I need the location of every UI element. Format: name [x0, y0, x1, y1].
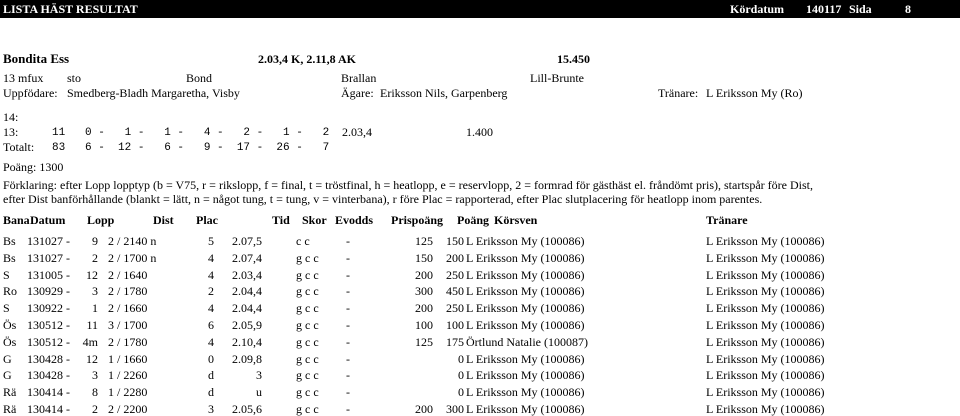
cell-plac: 4 — [208, 335, 214, 349]
cell-evodds: - — [346, 385, 350, 399]
cell-tranare: L Eriksson My (100086) — [706, 335, 825, 349]
cell-lopp: 1 — [92, 301, 98, 315]
cell-prispoang: 200 — [415, 268, 433, 282]
cell-prispoang: 125 — [415, 335, 433, 349]
cell-evodds: - — [346, 318, 350, 332]
legend-line-1: Förklaring: efter Lopp lopptyp (b = V75, r = rikslopp, f = final, t = tröstfinal, h = heatlopp, e = reservlopp, 2 = formrad för gästhäst el. fråndömt pris), startspår före Dist, — [3, 178, 813, 192]
cell-datum: 130414 - — [27, 402, 70, 416]
cell-korsven: L Eriksson My (100086) — [466, 268, 585, 282]
cell-bana: Bs — [3, 251, 16, 265]
cell-datum: 131027 - — [27, 234, 70, 248]
cell-lopp: 9 — [92, 234, 98, 248]
cell-korsven: L Eriksson My (100086) — [466, 385, 585, 399]
cell-tid: u — [256, 385, 262, 399]
horse-records: 2.03,4 K, 2.11,8 AK — [258, 52, 357, 66]
cell-poang: 300 — [446, 402, 464, 416]
cell-korsven: L Eriksson My (100086) — [466, 234, 585, 248]
owner-label: Ägare: — [341, 86, 374, 100]
cell-korsven: L Eriksson My (100086) — [466, 301, 585, 315]
owner: Eriksson Nils, Garpenberg — [380, 86, 508, 100]
cell-korsven: L Eriksson My (100086) — [466, 402, 585, 416]
cell-evodds: - — [346, 301, 350, 315]
cell-prispoang: 200 — [415, 301, 433, 315]
cell-bana: G — [3, 368, 12, 382]
cell-tranare: L Eriksson My (100086) — [706, 251, 825, 265]
y13-earnings: 1.400 — [466, 125, 493, 139]
cell-bana: Rä — [3, 385, 17, 399]
cell-poang: 0 — [458, 352, 464, 366]
col-skor: Skor — [302, 213, 327, 227]
y13-values: 11 0 - 1 - 1 - 4 - 2 - 1 - 2 — [52, 127, 330, 139]
cell-lopp: 12 — [86, 352, 98, 366]
cell-lopp: 8 — [92, 385, 98, 399]
sida-value: 8 — [905, 2, 911, 16]
horse-dam-sire: Lill-Brunte — [530, 71, 584, 85]
cell-bana: Rä — [3, 402, 17, 416]
cell-plac: d — [208, 385, 214, 399]
cell-dist: 2 / 1700 n — [108, 251, 157, 265]
cell-datum: 130929 - — [27, 284, 70, 298]
cell-plac: 6 — [208, 318, 214, 332]
cell-dist: 2 / 2200 — [108, 402, 148, 416]
cell-tid: 2.03,4 — [232, 268, 262, 282]
cell-dist: 1 / 2260 — [108, 368, 148, 382]
cell-datum: 130512 - — [27, 335, 70, 349]
cell-tid: 2.04,4 — [232, 284, 262, 298]
cell-plac: 4 — [208, 251, 214, 265]
cell-prispoang: 300 — [415, 284, 433, 298]
horse-color: sto — [67, 71, 82, 85]
cell-lopp: 2 — [92, 402, 98, 416]
cell-tranare: L Eriksson My (100086) — [706, 368, 825, 382]
cell-skor: g c c — [296, 335, 319, 349]
cell-poang: 100 — [446, 318, 464, 332]
kordatum-value: 140117 — [806, 2, 842, 16]
cell-skor: g c c — [296, 368, 319, 382]
cell-poang: 200 — [446, 251, 464, 265]
col-evodds: Evodds — [335, 213, 374, 227]
cell-prispoang: 125 — [415, 234, 433, 248]
cell-tid: 2.04,4 — [232, 301, 262, 315]
col-prispoang: Prispoäng — [391, 213, 444, 227]
cell-skor: c c — [296, 234, 310, 248]
col-poang: Poäng — [457, 213, 490, 227]
y14-label: 14: — [3, 110, 19, 124]
cell-poang: 175 — [446, 335, 464, 349]
cell-tranare: L Eriksson My (100086) — [706, 402, 825, 416]
cell-datum: 131027 - — [27, 251, 70, 265]
cell-poang: 250 — [446, 268, 464, 282]
col-plac: Plac — [196, 213, 218, 227]
cell-skor: g c c — [296, 301, 319, 315]
cell-poang: 250 — [446, 301, 464, 315]
cell-skor: g c c — [296, 284, 319, 298]
trainer: L Eriksson My (Ro) — [706, 86, 803, 100]
col-tid: Tid — [272, 213, 290, 227]
cell-poang: 0 — [458, 385, 464, 399]
cell-skor: g c c — [296, 251, 319, 265]
cell-lopp: 11 — [86, 318, 98, 332]
cell-poang: 0 — [458, 368, 464, 382]
cell-prispoang: 100 — [415, 318, 433, 332]
cell-tid: 2.05,6 — [232, 402, 262, 416]
cell-tranare: L Eriksson My (100086) — [706, 385, 825, 399]
cell-tranare: L Eriksson My (100086) — [706, 352, 825, 366]
cell-tid: 3 — [256, 368, 262, 382]
cell-tranare: L Eriksson My (100086) — [706, 318, 825, 332]
trainer-label: Tränare: — [658, 86, 699, 100]
cell-evodds: - — [346, 368, 350, 382]
cell-dist: 2 / 1660 — [108, 301, 148, 315]
cell-korsven: L Eriksson My (100086) — [466, 251, 585, 265]
col-lopp: Lopp — [87, 213, 115, 227]
kordatum-label: Kördatum — [730, 2, 784, 16]
cell-tid: 2.07,5 — [232, 234, 262, 248]
cell-datum: 131005 - — [27, 268, 70, 282]
cell-dist: 1 / 1660 — [108, 352, 148, 366]
cell-dist: 2 / 1780 — [108, 335, 148, 349]
cell-plac: 5 — [208, 234, 214, 248]
cell-evodds: - — [346, 284, 350, 298]
cell-korsven: Örtlund Natalie (100087) — [466, 335, 588, 349]
cell-skor: g c c — [296, 318, 319, 332]
col-dist: Dist — [153, 213, 174, 227]
cell-dist: 2 / 1640 — [108, 268, 148, 282]
cell-skor: g c c — [296, 402, 319, 416]
cell-evodds: - — [346, 268, 350, 282]
report-title: LISTA HÄST RESULTAT — [3, 2, 138, 16]
cell-lopp: 2 — [92, 251, 98, 265]
col-korsven: Körsven — [494, 213, 538, 227]
cell-evodds: - — [346, 335, 350, 349]
cell-datum: 130428 - — [27, 352, 70, 366]
cell-bana: Bs — [3, 234, 16, 248]
cell-tranare: L Eriksson My (100086) — [706, 301, 825, 315]
breeder-label: Uppfödare: — [3, 86, 58, 100]
cell-lopp: 12 — [86, 268, 98, 282]
cell-tranare: L Eriksson My (100086) — [706, 284, 825, 298]
cell-tranare: L Eriksson My (100086) — [706, 268, 825, 282]
y13-label: 13: — [3, 125, 19, 139]
cell-bana: Ös — [3, 318, 17, 332]
horse-age-sex: 13 mfux — [3, 71, 44, 85]
cell-plac: 2 — [208, 284, 214, 298]
cell-plac: 4 — [208, 301, 214, 315]
horse-name: Bondita Ess — [3, 51, 70, 66]
cell-evodds: - — [346, 234, 350, 248]
horse-earnings: 15.450 — [557, 52, 590, 66]
cell-prispoang: 150 — [415, 251, 433, 265]
cell-poang: 150 — [446, 234, 464, 248]
cell-dist: 2 / 2140 n — [108, 234, 157, 248]
col-bana: Bana — [3, 213, 30, 227]
horse-dam: Brallan — [341, 71, 377, 85]
cell-korsven: L Eriksson My (100086) — [466, 284, 585, 298]
cell-plac: 3 — [208, 402, 214, 416]
cell-bana: S — [3, 268, 10, 282]
sida-label: Sida — [849, 2, 872, 16]
cell-tranare: L Eriksson My (100086) — [706, 234, 825, 248]
top-bar — [0, 0, 960, 18]
cell-skor: g c c — [296, 268, 319, 282]
cell-korsven: L Eriksson My (100086) — [466, 368, 585, 382]
cell-tid: 2.05,9 — [232, 318, 262, 332]
cell-plac: 4 — [208, 268, 214, 282]
cell-bana: S — [3, 301, 10, 315]
cell-plac: d — [208, 368, 214, 382]
col-tranare: Tränare — [706, 213, 748, 227]
cell-prispoang: 200 — [415, 402, 433, 416]
cell-lopp: 3 — [92, 284, 98, 298]
col-datum: Datum — [30, 213, 66, 227]
points-line: Poäng: 1300 — [3, 160, 64, 174]
cell-plac: 0 — [208, 352, 214, 366]
breeder: Smedberg-Bladh Margaretha, Visby — [67, 86, 240, 100]
cell-poang: 450 — [446, 284, 464, 298]
cell-evodds: - — [346, 402, 350, 416]
cell-datum: 130414 - — [27, 385, 70, 399]
y13-record: 2.03,4 — [342, 125, 372, 139]
cell-bana: Ös — [3, 335, 17, 349]
cell-skor: g c c — [296, 385, 319, 399]
cell-lopp: 4m — [82, 335, 98, 349]
legend-line-2: efter Dist banförhållande (blankt = lätt, n = något tung, t = tung, v = vinterbana), r före Plac = rapporterad, efter Plac slutplacering för heatlopp inom parentes. — [3, 192, 763, 206]
cell-datum: 130922 - — [27, 301, 70, 315]
cell-evodds: - — [346, 352, 350, 366]
cell-bana: Ro — [3, 284, 18, 298]
cell-datum: 130512 - — [27, 318, 70, 332]
cell-lopp: 3 — [92, 368, 98, 382]
cell-dist: 3 / 1700 — [108, 318, 148, 332]
cell-dist: 1 / 2280 — [108, 385, 148, 399]
cell-korsven: L Eriksson My (100086) — [466, 318, 585, 332]
cell-evodds: - — [346, 251, 350, 265]
cell-tid: 2.09,8 — [232, 352, 262, 366]
cell-datum: 130428 - — [27, 368, 70, 382]
total-label: Totalt: — [3, 140, 35, 154]
cell-tid: 2.07,4 — [232, 251, 262, 265]
cell-tid: 2.10,4 — [232, 335, 262, 349]
cell-bana: G — [3, 352, 12, 366]
cell-skor: g c c — [296, 352, 319, 366]
horse-sire: Bond — [186, 71, 213, 85]
total-values: 83 6 - 12 - 6 - 9 - 17 - 26 - 7 — [52, 142, 330, 154]
cell-dist: 2 / 1780 — [108, 284, 148, 298]
cell-korsven: L Eriksson My (100086) — [466, 352, 585, 366]
